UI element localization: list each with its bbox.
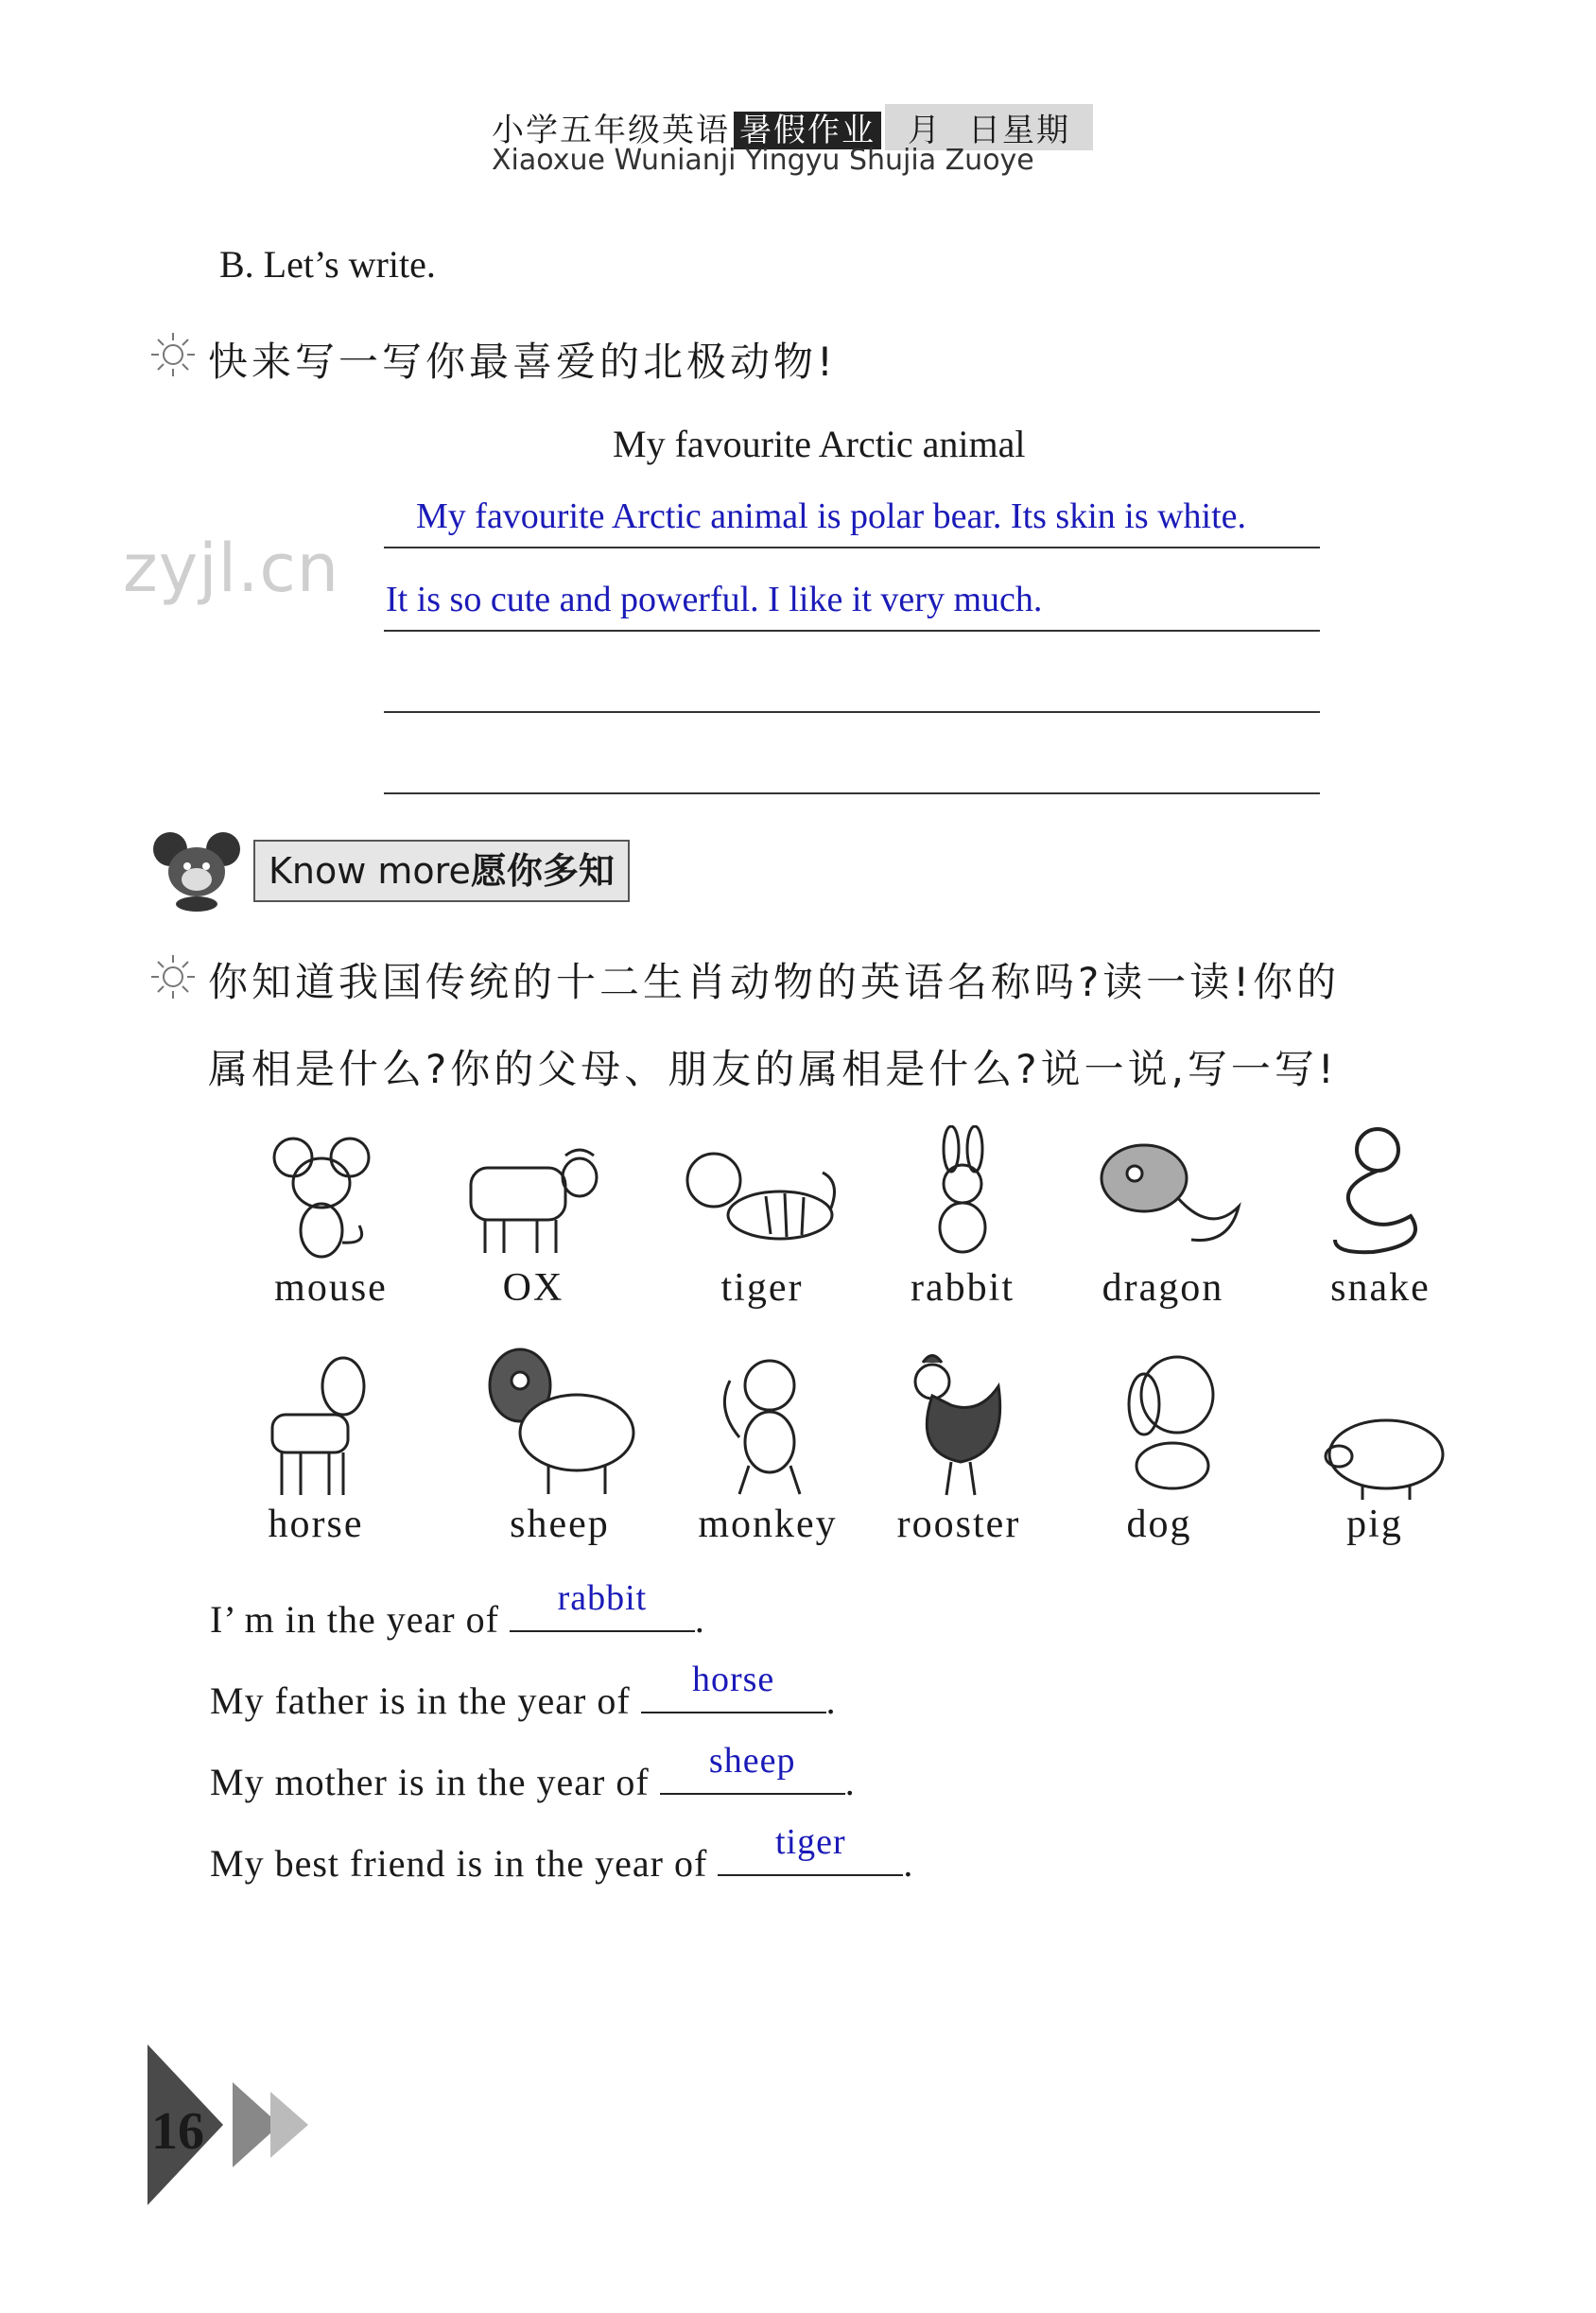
know-more-instruction-2: 属相是什么?你的父母、朋友的属相是什么?说一说,写一写! <box>208 1046 1338 1092</box>
tiger-picture-icon <box>681 1144 841 1248</box>
know-more-banner <box>253 840 630 902</box>
sentence-father: My father is in the year of horse . <box>210 1660 837 1722</box>
zodiac-label-dragon: dragon <box>1102 1266 1224 1310</box>
sentence-father-prefix: My father is in the year of <box>210 1679 631 1722</box>
know-more-instruction-1: 你知道我国传统的十二生肖动物的英语名称吗?读一读!你的 <box>208 959 1341 1005</box>
pig-picture-icon <box>1310 1407 1452 1502</box>
essay-line-1: My favourite Arctic animal is polar bear. Its skin is white. <box>416 496 1247 536</box>
header-prefix: 小学五年级英语 <box>492 112 730 149</box>
answer-blank-mother[interactable] <box>660 1741 845 1795</box>
zodiac-label-pig: pig <box>1346 1503 1403 1546</box>
page-number: 16 <box>151 2102 204 2161</box>
answer-self: rabbit <box>557 1578 648 1618</box>
rabbit-picture-icon <box>913 1125 1017 1258</box>
know-more-en: Know more <box>269 850 471 892</box>
essay-title: My favourite Arctic animal <box>613 423 1026 465</box>
snake-picture-icon <box>1316 1122 1439 1263</box>
section-b-instruction: 快来写一写你最喜爱的北极动物! <box>208 339 837 385</box>
horse-picture-icon <box>253 1348 376 1500</box>
writing-rule-4 <box>384 792 1320 794</box>
ox-picture-icon <box>461 1135 603 1258</box>
answer-mother: sheep <box>708 1741 796 1781</box>
answer-blank-friend[interactable] <box>718 1822 903 1876</box>
sentence-self: I’ m in the year of rabbit . <box>210 1578 705 1641</box>
zodiac-label-ox: OX <box>502 1266 564 1310</box>
writing-rule-3 <box>384 711 1320 713</box>
monkey-picture-icon <box>711 1352 824 1499</box>
dog-picture-icon <box>1097 1352 1239 1499</box>
header-pinyin: Xiaoxue Wunianji Yingyu Shujia Zuoye <box>492 144 1034 177</box>
know-more-cn: 愿你多知 <box>470 850 615 892</box>
sentence-mother: My mother is in the year of sheep . <box>210 1741 856 1803</box>
writing-rule-1 <box>384 547 1320 548</box>
mouse-mascot-icon <box>149 828 244 913</box>
sentence-mother-prefix: My mother is in the year of <box>210 1761 650 1803</box>
answer-friend: tiger <box>775 1822 846 1862</box>
sheep-picture-icon <box>473 1343 643 1499</box>
zodiac-label-monkey: monkey <box>698 1503 838 1546</box>
mouse-picture-icon <box>265 1131 378 1263</box>
essay-line-2: It is so cute and powerful. I like it very much. <box>386 580 1043 619</box>
writing-rule-2 <box>384 630 1320 632</box>
sun-bullet-icon <box>149 331 197 378</box>
rooster-picture-icon <box>894 1348 1017 1500</box>
sentence-self-prefix: I’ m in the year of <box>210 1598 499 1641</box>
answer-blank-self[interactable] <box>510 1578 695 1632</box>
zodiac-label-horse: horse <box>268 1503 364 1546</box>
dragon-picture-icon <box>1087 1131 1248 1254</box>
zodiac-label-tiger: tiger <box>720 1266 804 1310</box>
zodiac-label-dog: dog <box>1126 1503 1192 1546</box>
watermark: zyjl.cn <box>123 530 340 607</box>
sentence-friend-prefix: My best friend is in the year of <box>210 1842 708 1885</box>
zodiac-label-snake: snake <box>1330 1266 1431 1310</box>
sentence-friend: My best friend is in the year of tiger . <box>210 1822 914 1885</box>
sun-bullet-icon <box>149 953 197 1000</box>
zodiac-label-sheep: sheep <box>510 1503 610 1546</box>
answer-blank-father[interactable] <box>641 1660 826 1713</box>
zodiac-label-rabbit: rabbit <box>911 1266 1015 1310</box>
answer-father: horse <box>691 1660 775 1699</box>
zodiac-label-rooster: rooster <box>896 1503 1021 1546</box>
zodiac-label-mouse: mouse <box>274 1266 388 1310</box>
section-b-title: B. Let’s write. <box>219 243 436 286</box>
header-title: 暑假作业 <box>734 112 881 149</box>
header-month: 月 <box>908 112 942 149</box>
header-day-week: 日星期 <box>968 112 1070 149</box>
